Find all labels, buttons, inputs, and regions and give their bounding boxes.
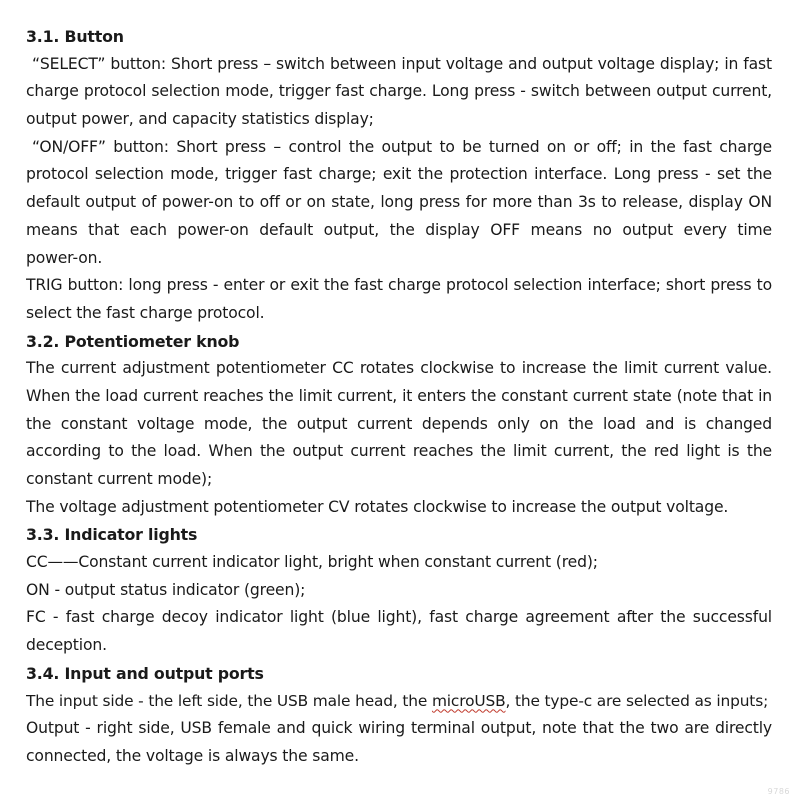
paragraph-line: select the fast charge protocol. (26, 303, 265, 322)
section-heading-button: 3.1. Button (26, 27, 124, 46)
paragraph-line: “SELECT” button: Short press – switch between input voltage and output voltage display; in fast (32, 54, 772, 73)
paragraph-line: according to the load. When the output current reaches the limit current, the red light is the (26, 442, 772, 461)
watermark: 9786 (767, 787, 790, 796)
paragraph-text: , the type-c are selected as inputs; (505, 691, 769, 710)
paragraph-line: The current adjustment potentiometer CC rotates clockwise to increase the limit current value. (26, 359, 772, 378)
paragraph-line: constant current mode); (26, 470, 213, 488)
paragraph-line: charge protocol selection mode, trigger fast charge. Long press - switch between output current, (26, 82, 772, 101)
spellcheck-marked-word: microUSB (431, 691, 506, 710)
paragraph-line: Output - right side, USB female and quick wiring terminal output, note that the two are directly (26, 719, 772, 738)
paragraph-text: The input side - the left side, the USB male head, the (26, 691, 432, 710)
paragraph-line: When the load current reaches the limit current, it enters the constant current state (note that in (26, 386, 772, 405)
paragraph-line: CC——Constant current indicator light, bright when constant current (red); (26, 553, 598, 572)
paragraph-line: deception. (26, 636, 107, 655)
paragraph-line: FC - fast charge decoy indicator light (blue light), fast charge agreement after the successful (26, 608, 772, 627)
paragraph-line: TRIG button: long press - enter or exit the fast charge protocol selection interface; short press to (26, 276, 772, 295)
paragraph-line: connected, the voltage is always the same. (26, 746, 359, 765)
paragraph-line: default output of power-on to off or on state, long press for more than 3s to release, display ON (26, 193, 772, 212)
section-heading-potentiometer: 3.2. Potentiometer knob (26, 331, 240, 351)
paragraph-line: The voltage adjustment potentiometer CV rotates clockwise to increase the output voltage. (26, 497, 729, 516)
paragraph-line: output power, and capacity statistics display; (26, 110, 374, 129)
paragraph-line: protocol selection mode, trigger fast charge; exit the protection interface. Long press - set the (26, 165, 772, 184)
manual-document (26, 23, 772, 771)
section-heading-ports: 3.4. Input and output ports (26, 663, 264, 683)
paragraph-line: ON - output status indicator (green); (26, 580, 306, 599)
paragraph-line: power-on. (26, 248, 103, 267)
paragraph-line: means that each power-on default output, the display OFF means no output every time (26, 220, 772, 239)
paragraph-line: the constant voltage mode, the output current depends only on the load and is changed (26, 414, 772, 433)
paragraph-line (26, 688, 772, 716)
section-heading-indicator-lights: 3.3. Indicator lights (26, 525, 198, 545)
paragraph-line: “ON/OFF” button: Short press – control the output to be turned on or off; in the fast charge (32, 137, 772, 156)
